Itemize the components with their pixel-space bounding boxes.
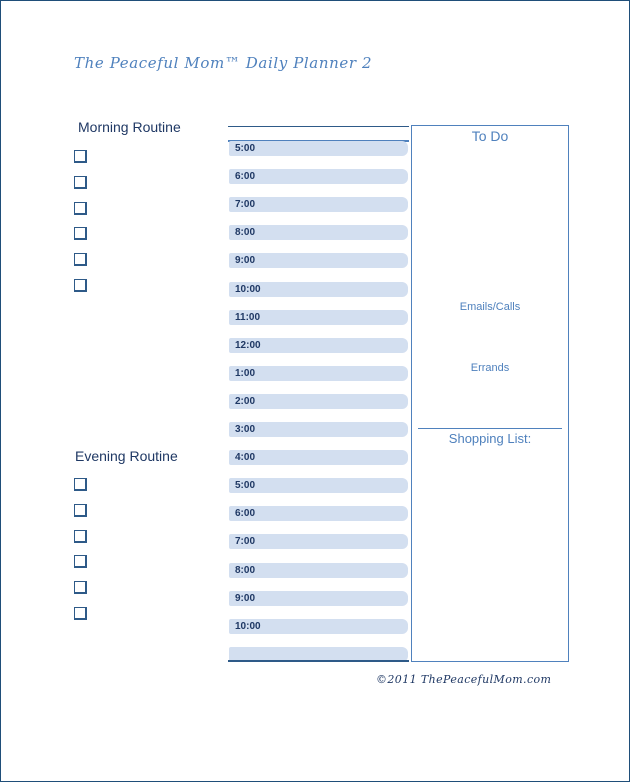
schedule-bottom-rule [228, 660, 409, 662]
shopping-list-label: Shopping List: [448, 431, 532, 446]
time-slot[interactable]: 12:00 [229, 338, 408, 353]
morning-routine-checkbox[interactable] [74, 253, 87, 266]
evening-routine-checkbox[interactable] [74, 607, 87, 620]
time-slot[interactable]: 8:00 [229, 225, 408, 240]
emails-calls-label: Emails/Calls [459, 301, 521, 313]
errands-label: Errands [470, 362, 510, 374]
time-slot[interactable]: 8:00 [229, 563, 408, 578]
time-slot[interactable]: 6:00 [229, 506, 408, 521]
schedule-top-rule [228, 126, 409, 127]
time-slot[interactable]: 2:00 [229, 394, 408, 409]
time-slot[interactable]: 5:00 [229, 141, 408, 156]
evening-routine-heading: Evening Routine [75, 448, 178, 464]
morning-checklist [74, 150, 87, 305]
evening-routine-checkbox[interactable] [74, 581, 87, 594]
morning-routine-checkbox[interactable] [74, 176, 87, 189]
morning-routine-checkbox[interactable] [74, 202, 87, 215]
todo-heading: To Do [471, 128, 509, 144]
time-slot[interactable]: 7:00 [229, 534, 408, 549]
time-slot[interactable]: 9:00 [229, 253, 408, 268]
todo-panel [411, 125, 569, 662]
morning-routine-checkbox[interactable] [74, 150, 87, 163]
page-title: The Peaceful Mom™ Daily Planner 2 [74, 54, 373, 72]
time-slot[interactable]: 11:00 [229, 310, 408, 325]
time-slot[interactable]: 10:00 [229, 619, 408, 634]
evening-routine-checkbox[interactable] [74, 530, 87, 543]
shopping-divider [418, 428, 562, 429]
evening-routine-checkbox[interactable] [74, 555, 87, 568]
time-slot[interactable]: 1:00 [229, 366, 408, 381]
evening-routine-checkbox[interactable] [74, 478, 87, 491]
morning-routine-checkbox[interactable] [74, 227, 87, 240]
evening-checklist [74, 478, 87, 633]
time-slot[interactable]: 9:00 [229, 591, 408, 606]
evening-routine-checkbox[interactable] [74, 504, 87, 517]
time-slot[interactable]: 5:00 [229, 478, 408, 493]
time-slot[interactable]: 7:00 [229, 197, 408, 212]
hourly-schedule [228, 126, 410, 662]
morning-routine-heading: Morning Routine [78, 119, 181, 135]
time-slot[interactable]: 10:00 [229, 282, 408, 297]
copyright-footer: ©2011 ThePeacefulMom.com [376, 673, 552, 686]
time-slot[interactable]: 4:00 [229, 450, 408, 465]
time-slot[interactable]: 3:00 [229, 422, 408, 437]
time-slot[interactable]: 6:00 [229, 169, 408, 184]
morning-routine-checkbox[interactable] [74, 279, 87, 292]
